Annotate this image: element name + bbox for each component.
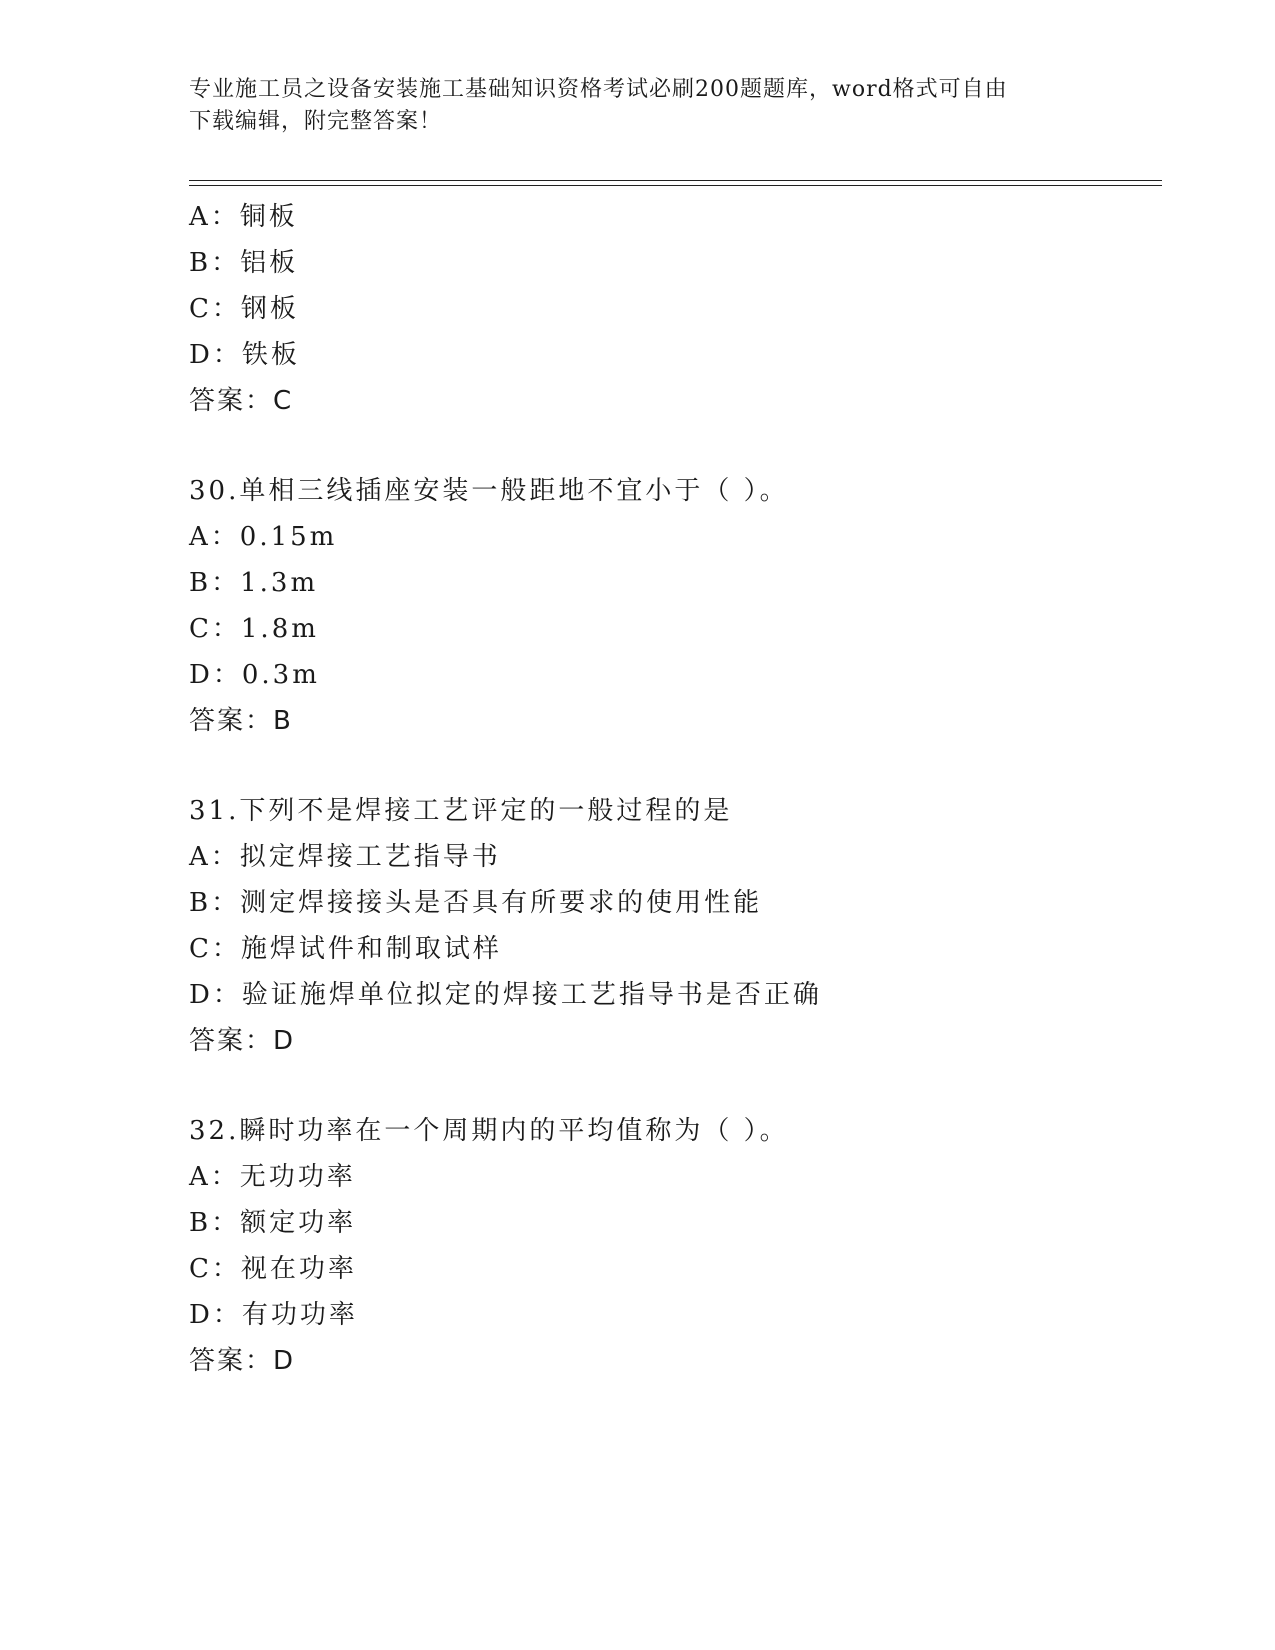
option-d: D：0.3m bbox=[189, 660, 320, 690]
option-c: C：施焊试件和制取试样 bbox=[189, 934, 502, 964]
option-d: D：有功功率 bbox=[189, 1300, 358, 1330]
option-b: B：铝板 bbox=[189, 248, 299, 278]
option-d: D：验证施焊单位拟定的焊接工艺指导书是否正确 bbox=[189, 980, 822, 1010]
question-block bbox=[189, 194, 1149, 424]
option-a: A：铜板 bbox=[189, 202, 298, 232]
answer-line: 答案：B bbox=[189, 706, 293, 736]
option-d: D：铁板 bbox=[189, 340, 300, 370]
question-block bbox=[189, 468, 1149, 744]
option-a: A：拟定焊接工艺指导书 bbox=[189, 842, 501, 872]
option-a: A：0.15m bbox=[189, 522, 338, 552]
question-list bbox=[189, 194, 1149, 1384]
question-block bbox=[189, 1108, 1149, 1384]
question-text: 31.下列不是焊接工艺评定的一般过程的是 bbox=[189, 796, 733, 826]
option-b: B：额定功率 bbox=[189, 1208, 357, 1238]
option-c: C：视在功率 bbox=[189, 1254, 357, 1284]
question-text: 32.瞬时功率在一个周期内的平均值称为（ ）。 bbox=[189, 1116, 789, 1146]
answer-line: 答案：C bbox=[189, 386, 294, 416]
question-block bbox=[189, 788, 1149, 1064]
option-c: C：1.8m bbox=[189, 614, 319, 644]
option-c: C：钢板 bbox=[189, 294, 299, 324]
header-line-2: 下载编辑，附完整答案！ bbox=[189, 109, 443, 134]
option-a: A：无功功率 bbox=[189, 1162, 356, 1192]
header-rule-top bbox=[189, 180, 1162, 181]
header-line-1: 专业施工员之设备安装施工基础知识资格考试必刷200题题库，word格式可自由 bbox=[189, 77, 1008, 102]
header-rule-bottom bbox=[189, 185, 1162, 186]
answer-line: 答案：D bbox=[189, 1026, 296, 1056]
option-b: B：1.3m bbox=[189, 568, 319, 598]
document-header bbox=[189, 74, 1069, 138]
option-b: B：测定焊接接头是否具有所要求的使用性能 bbox=[189, 888, 763, 918]
answer-line: 答案：D bbox=[189, 1346, 296, 1376]
question-text: 30.单相三线插座安装一般距地不宜小于（ ）。 bbox=[189, 476, 789, 506]
